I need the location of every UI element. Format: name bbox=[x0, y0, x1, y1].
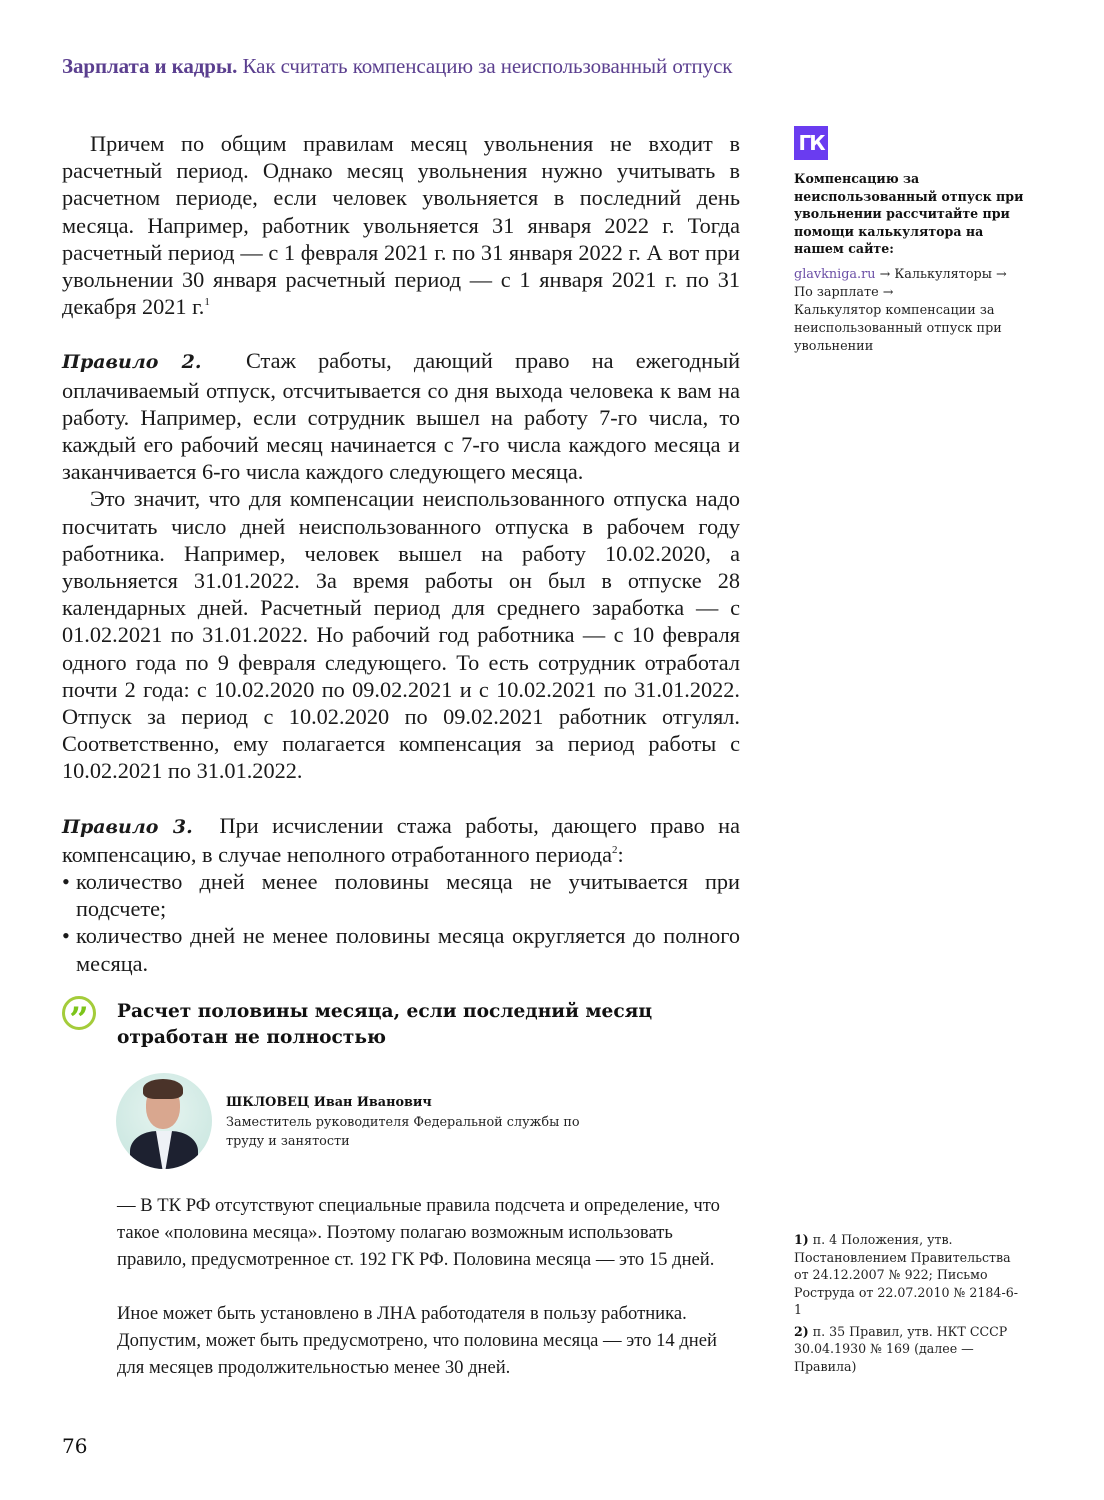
footnote-2: 2) п. 35 Правил, утв. НКТ СССР 30.04.1930 № 169 (далее — Правила) bbox=[794, 1323, 1008, 1374]
main-column bbox=[62, 130, 740, 977]
arrow-icon: → bbox=[879, 266, 891, 282]
path-calculators: Калькуляторы bbox=[894, 266, 992, 282]
sidebar-path bbox=[794, 266, 1024, 356]
expert-card bbox=[116, 1073, 636, 1169]
expert-avatar bbox=[116, 1073, 212, 1169]
rule-3-list bbox=[62, 868, 740, 977]
footnote-ref-2[interactable]: 2 bbox=[612, 843, 618, 856]
sidebar-title: Компенсацию за неиспользованный отпуск при увольнении рассчитайте при помощи калькулятора на нашем сайте: bbox=[794, 171, 1024, 256]
quote-icon: ” bbox=[62, 996, 96, 1030]
footnote-ref-1[interactable]: 1 bbox=[204, 296, 210, 309]
list-item: • количество дней менее половины месяца не учитывается при подсчете; bbox=[62, 868, 740, 922]
quote-text bbox=[117, 1192, 737, 1381]
sidebar-calculator-note bbox=[794, 126, 1024, 356]
arrow-icon: → bbox=[995, 266, 1007, 282]
rule-2-paragraph: Правило 2. Стаж работы, дающий право на ежегодный оплачиваемый отпуск, отсчитывается со дня выхода человека к вам на работу. Например, если сотрудник вышел на работу 7-го числа, то каждый его рабочий месяц начинается с 7-го числа каждого месяца и заканчивается 6-го числа каждого следующего месяца. bbox=[62, 348, 740, 485]
running-head bbox=[62, 54, 732, 79]
section-name: Зарплата и кадры. bbox=[62, 54, 238, 78]
footnote-1: 1) п. 4 Положения, утв. Постановлением Правительства от 24.12.2007 № 922; Письмо Роструда от 22.07.2010 № 2184-6-1 bbox=[794, 1232, 1018, 1317]
intro-paragraph: Причем по общим правилам месяц увольнения не входит в расчетный период. Однако месяц увольнения нужно учитывать в расчетном периоде, если человек увольняется в последний день месяца. Например, работник увольняется 31 января 2022 г. Тогда расчетный период — с 1 февраля 2021 г. по 31 января 2022 г. А вот при увольнении 30 января расчетный период — с 1 января 2021 г. по 31 декабря 2021 г.$^1$ bbox=[62, 131, 740, 320]
page-number: 76 bbox=[62, 1434, 88, 1458]
rule-3-label: Правило 3. bbox=[62, 815, 193, 838]
path-calculator: Калькулятор компенсации за неиспользованный отпуск при увольнении bbox=[794, 302, 1002, 354]
quote-title: Расчет половины месяца, если последний месяц отработан не полностью bbox=[117, 1001, 653, 1048]
rule-2-explanation: Это значит, что для компенсации неиспользованного отпуска надо посчитать число дней неиспользованного отпуска в рабочем году работника. Например, человек вышел на работу 10.02.2020, а увольняется 31.01.2022. За время работы он был в отпуске 28 календарных дней. Расчетный период для среднего заработка — с 01.02.2021 по 31.01.2022. Но рабочий год работника — с 10 февраля одного года по 9 февраля следующего. То есть сотрудник отработал почти 2 года: с 10.02.2020 по 09.02.2021 и с 10.02.2021 по 31.01.2022. Отпуск за период с 10.02.2020 по 09.02.2021 работник отгулял. Соответственно, ему полагается компенсация за период работы с 10.02.2021 по 31.01.2022. bbox=[62, 486, 740, 784]
footnotes bbox=[794, 1231, 1024, 1379]
rule-3-paragraph: Правило 3. При исчислении стажа работы, дающего право на компенсацию, в случае неполного отработанного периода$^2$: bbox=[62, 812, 740, 867]
glavkniga-logo-icon: ГК bbox=[794, 126, 828, 160]
glavkniga-link[interactable]: glavkniga.ru bbox=[794, 266, 876, 282]
list-item: • количество дней не менее половины месяца округляется до полного месяца. bbox=[62, 922, 740, 976]
quote-paragraph: Иное может быть установлено в ЛНА работодателя в пользу работника. Допустим, может быть предусмотрено, что половина месяца — это 14 дней для месяцев продолжительностью менее 30 дней. bbox=[117, 1303, 717, 1378]
quote-paragraph: — В ТК РФ отсутствуют специальные правила подсчета и определение, что такое «половина месяца». Поэтому полагаю возможным использовать правило, предусмотренное ст. 192 ГК РФ. Половина месяца — это 15 дней. bbox=[117, 1195, 720, 1270]
path-salary: По зарплате bbox=[794, 284, 879, 300]
article-title: Как считать компенсацию за неиспользованный отпуск bbox=[242, 54, 733, 78]
expert-name: ШКЛОВЕЦ Иван Иванович bbox=[226, 1095, 432, 1110]
rule-2-label: Правило 2. bbox=[62, 351, 202, 374]
arrow-icon: → bbox=[882, 284, 894, 300]
expert-role: Заместитель руководителя Федеральной службы по труду и занятости bbox=[226, 1115, 580, 1149]
